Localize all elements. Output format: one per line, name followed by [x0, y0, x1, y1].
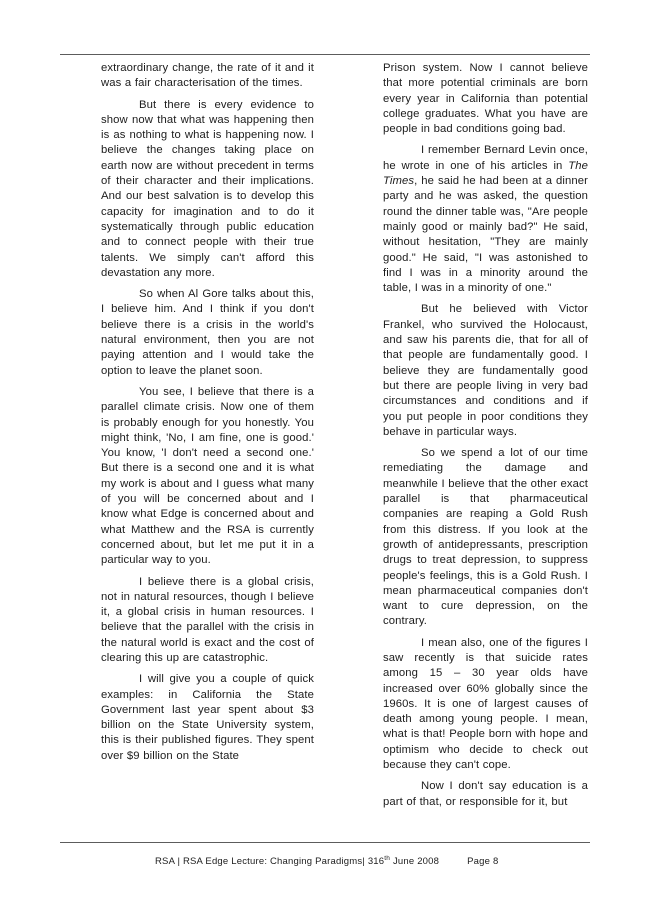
- paragraph: So we spend a lot of our time remediating the damage and meanwhile I believe that the other exact parallel is that pharmaceutical companies are reaping a Gold Rush from this distress. If you look at the growth of antidepressants, prescription drugs to treat depression, to suppress people's feelings, this is a Gold Rush. I mean pharmaceutical companies don't want to cure depression, on the contrary.: [383, 447, 588, 628]
- paragraph: I mean also, one of the figures I saw recently is that suicide rates among 15 – 30 year olds have increased over 60% globally since the 1960s. It is one of largest causes of death among young people. I mean, what is that! People born with hope and optimism who decide to check out because they can't cope.: [383, 636, 588, 772]
- header-rule: [60, 54, 590, 55]
- footer-rule: [60, 842, 590, 843]
- paragraph: I will give you a couple of quick examples: in California the State Government last year spent about $3 billion on the State University system, this is their published figures. They spent over $9 billion on the State: [101, 673, 314, 762]
- page-footer: [155, 856, 498, 867]
- paragraph: [383, 143, 588, 296]
- paragraph: extraordinary change, the rate of it and it was a fair characterisation of the times.: [101, 62, 314, 90]
- paragraph: I believe there is a global crisis, not in natural resources, though I believe it, a global crisis in human resources. I believe that the parallel with the crisis in the natural world is exact and the cost of clearing this up are catastrophic.: [101, 575, 314, 664]
- italic-publication-title: The Times: [383, 159, 588, 188]
- paragraph: So when Al Gore talks about this, I believe him. And I think if you don't believe there is a crisis in the world's natural environment, then you are not paying attention and I would take the option to leave the planet soon.: [101, 288, 314, 377]
- paragraph: You see, I believe that there is a parallel climate crisis. Now one of them is probably enough for you honestly. You might think, 'No, I am fine, one is good.' You know, 'I don't need a second one.' But there is a second one and it is what my work is about and I guess what many of you will be concerned about and I know what Edge is concerned about and what Matthew and the RSA is currently concerned about, but let me put it in a particular way to you.: [101, 385, 314, 567]
- paragraph: But he believed with Victor Frankel, who survived the Holocaust, and saw his parents die, that for all of that people are fundamentally good. I believe they are fundamentally good but there are people living in very bad circumstances and conditions and if you put people in poor conditions they behave in particular ways.: [383, 303, 588, 438]
- footer-date: June 2008: [390, 856, 440, 867]
- right-column: [383, 61, 588, 810]
- page-number: Page 8: [467, 856, 499, 867]
- paragraph-text: I remember Bernard Levin once, he wrote in one of his articles in: [383, 144, 588, 172]
- left-column: [101, 61, 314, 810]
- text-columns: [101, 61, 588, 810]
- paragraph: Prison system. Now I cannot believe that more potential criminals are born every year in California than potential college graduates. What you have are people in bad conditions going bad.: [383, 62, 588, 136]
- footer-date-ordinal: th: [384, 854, 391, 862]
- paragraph-text: , he said he had been at a dinner party and he was asked, the question round the dinner table was, "Are people mainly good or mainly bad?" He said, without hesitation, "They are mainly good." He said, "I was astonished to find I was in a minority around the table, I was in a minority of one.": [383, 175, 588, 295]
- paragraph: But there is every evidence to show now that what was happening then is as nothing to what is happening now. I believe the changes taking place on earth now are without precedent in terms of their character and their implications. And our best salvation is to develop this capacity for imagination and to do it systematically through public education and to connect people with their true talents. We simply can't afford this devastation any more.: [101, 98, 314, 279]
- footer-lecture-info: RSA | RSA Edge Lecture: Changing Paradigms| 316: [155, 856, 385, 867]
- paragraph: Now I don't say education is a part of that, or responsible for it, but: [383, 780, 588, 808]
